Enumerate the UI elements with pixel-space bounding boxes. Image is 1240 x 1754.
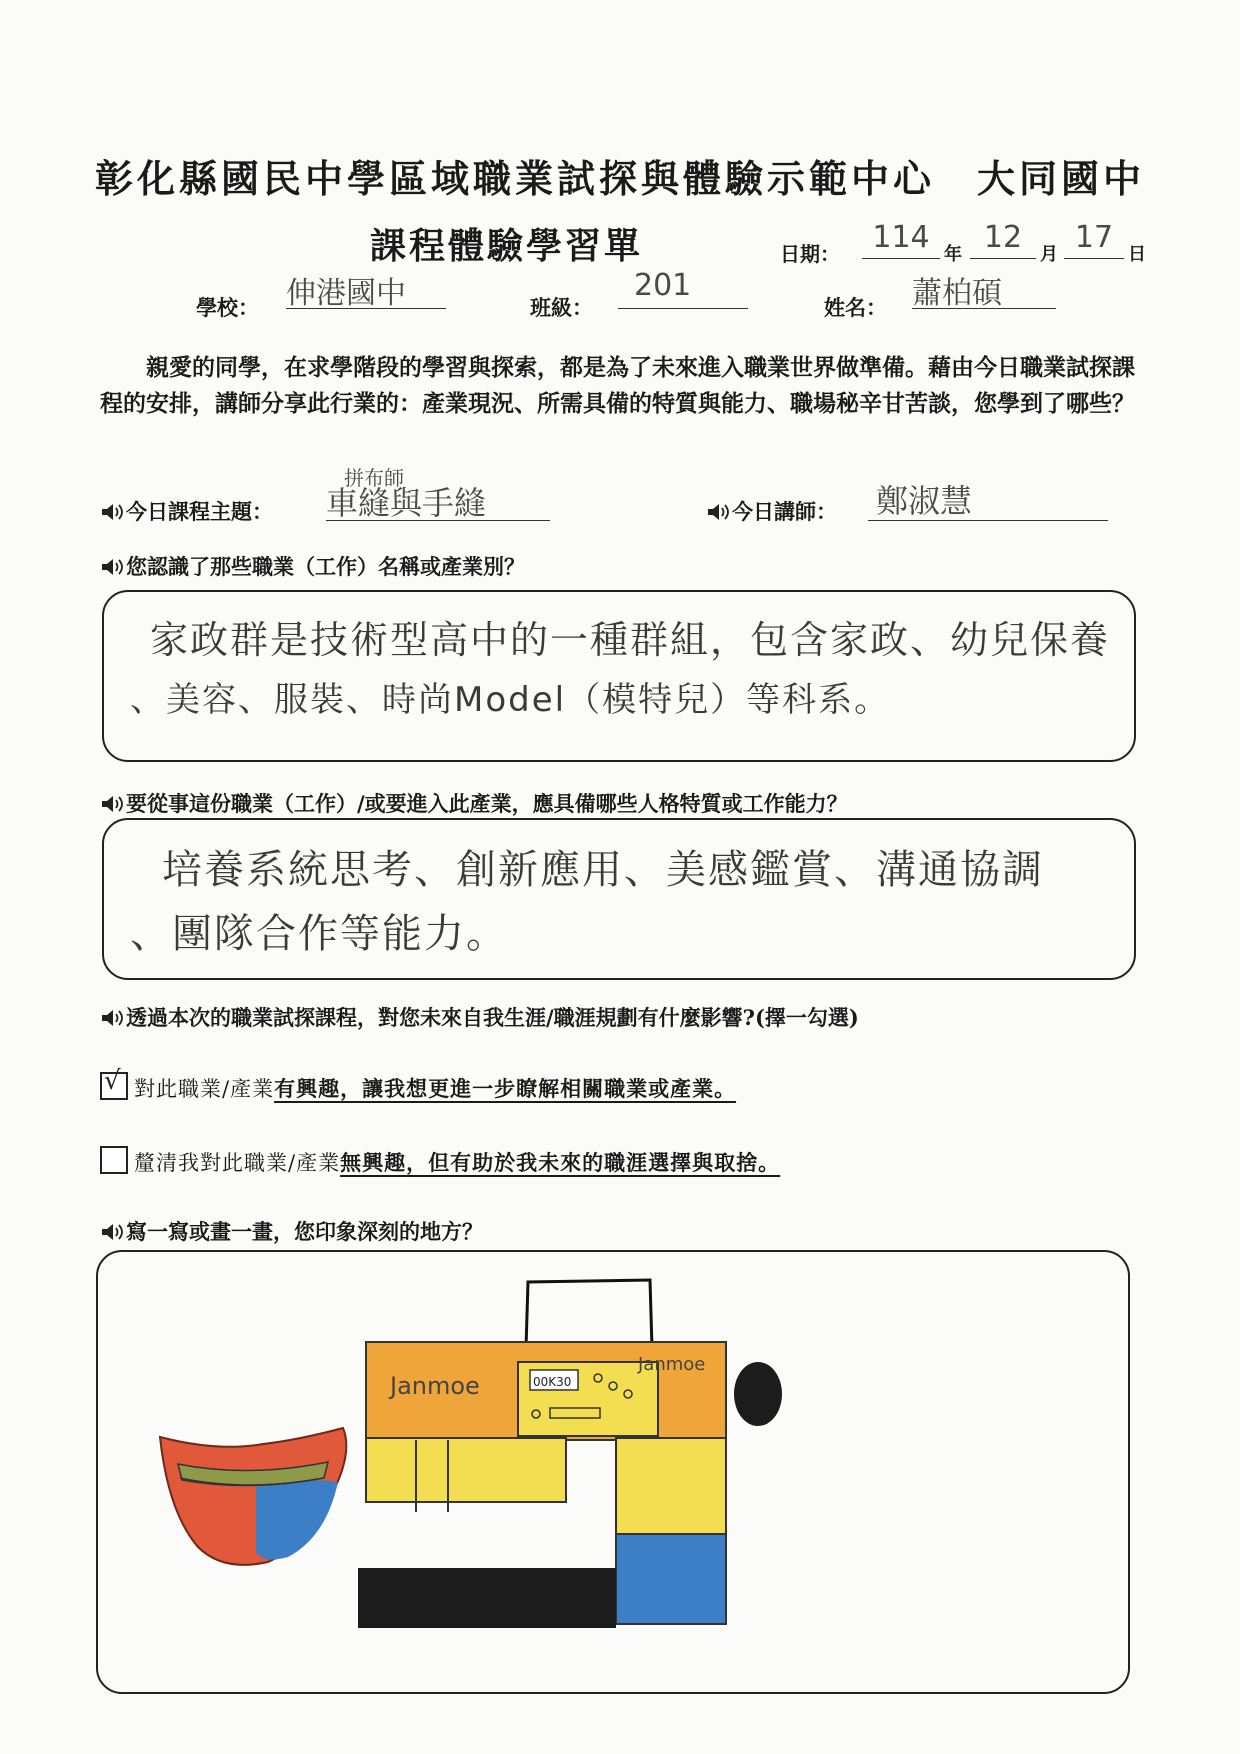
speaker-icon — [100, 503, 124, 521]
name-label: 姓名： — [824, 295, 887, 320]
answer-1-line-1: 家政群是技術型高中的一種群組，包含家政、幼兒保養 — [150, 618, 1111, 662]
teacher-field[interactable]: 鄭淑慧 — [868, 476, 1108, 521]
student-drawing — [98, 1252, 1128, 1692]
topic-annotation: 拼布師 — [344, 466, 404, 490]
sewing-machine-drawing — [358, 1280, 782, 1628]
option-interested[interactable] — [100, 1066, 737, 1103]
page-title: 彰化縣國民中學區域職業試探與體驗示範中心 大同國中 — [94, 156, 1145, 201]
date-day-unit: 日 — [1128, 244, 1146, 265]
pouch-drawing — [160, 1428, 346, 1565]
name-field[interactable]: 蕭柏碩 — [912, 268, 1056, 309]
option-1-emphasis: 有興趣 — [274, 1076, 341, 1101]
date-day-field[interactable]: 17 — [1064, 220, 1124, 259]
speaker-icon — [100, 1009, 124, 1027]
date-year-field[interactable]: 114 — [862, 220, 940, 259]
school-field[interactable]: 伸港國中 — [286, 268, 446, 309]
option-1-text-end: ，讓我想更進一步瞭解相關職業或產業。 — [340, 1076, 737, 1101]
answer-box-1[interactable] — [102, 590, 1136, 762]
school-label: 學校： — [196, 295, 259, 320]
question-3: 透過本次的職業試探課程，對您未來自我生涯/職涯規劃有什麼影響?(擇一勾選) — [126, 1005, 859, 1030]
date-year-unit: 年 — [944, 244, 962, 265]
class-field[interactable]: 201 — [618, 268, 748, 309]
checkbox-interested[interactable] — [100, 1066, 128, 1100]
checkbox-not-interested[interactable] — [100, 1146, 128, 1174]
topic-label: 今日課程主題： — [126, 499, 273, 524]
answer-2-line-2: 、團隊合作等能力。 — [130, 911, 508, 957]
brand-text-right: Janmoe — [638, 1354, 706, 1375]
panel-text: 00K30 — [533, 1375, 572, 1389]
answer-1-line-2: 、美容、服裝、時尚Model（模特兒）等科系。 — [130, 680, 891, 720]
intro-paragraph: 親愛的同學，在求學階段的學習與探索，都是為了未來進入職業世界做準備。藉由今日職業試探課程的安排，講師分享此行業的：產業現況、所需具備的特質與能力、職場秘辛甘苦談，您學到了哪些？ — [100, 354, 1135, 417]
option-2-emphasis: 無興趣 — [340, 1150, 407, 1175]
drawing-box[interactable] — [96, 1250, 1130, 1694]
check-mark-icon: √ — [104, 1066, 122, 1096]
speaker-icon — [706, 503, 730, 521]
form-subtitle: 課程體驗學習單 — [370, 225, 644, 267]
date-month-unit: 月 — [1040, 244, 1058, 265]
speaker-icon — [100, 795, 124, 813]
speaker-icon — [100, 558, 124, 576]
topic-field[interactable]: 車縫與手縫 — [326, 478, 550, 521]
option-1-text: 對此職業/產業 — [134, 1077, 275, 1101]
answer-box-2[interactable] — [102, 818, 1136, 980]
question-4: 寫一寫或畫一畫，您印象深刻的地方？ — [126, 1219, 483, 1244]
option-2-text: 釐清我對此職業/產業 — [134, 1151, 341, 1175]
option-not-interested[interactable] — [100, 1146, 780, 1177]
answer-2-line-1: 培養系統思考、創新應用、美感鑑賞、溝通協調 — [162, 847, 1044, 893]
class-label: 班級： — [530, 295, 593, 320]
brand-text-left: Janmoe — [390, 1372, 480, 1400]
question-1: 您認識了那些職業（工作）名稱或產業別？ — [126, 554, 525, 579]
date-month-field[interactable]: 12 — [970, 220, 1036, 259]
option-2-text-end: ，但有助於我未來的職涯選擇與取捨。 — [406, 1150, 781, 1175]
date-label: 日期： — [780, 242, 840, 266]
teacher-label: 今日講師： — [732, 499, 837, 524]
speaker-icon — [100, 1223, 124, 1241]
question-2: 要從事這份職業（工作）/或要進入此產業，應具備哪些人格特質或工作能力？ — [126, 791, 848, 816]
